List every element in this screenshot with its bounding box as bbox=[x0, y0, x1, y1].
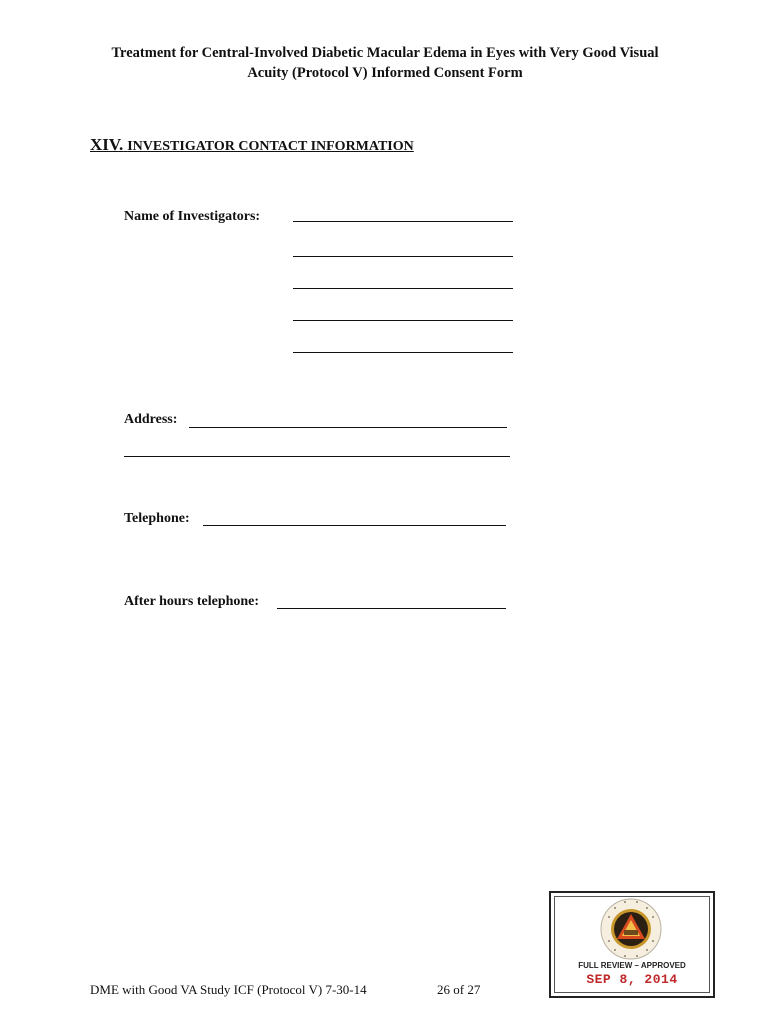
footer-page-number: 26 of 27 bbox=[437, 982, 481, 997]
section-heading bbox=[90, 135, 414, 155]
telephone-line[interactable] bbox=[203, 525, 506, 526]
stamp-date: SEP 8, 2014 bbox=[586, 972, 678, 987]
irb-approval-stamp bbox=[549, 891, 715, 998]
irb-seal-icon bbox=[595, 897, 667, 961]
document-title-line-2: Acuity (Protocol V) Informed Consent Form bbox=[247, 65, 523, 81]
stamp-status: FULL REVIEW – APPROVED bbox=[578, 961, 686, 970]
investigator-line-2[interactable] bbox=[293, 256, 513, 257]
document-title bbox=[60, 43, 710, 83]
section-number: XIV. bbox=[90, 135, 124, 154]
address-line-1[interactable] bbox=[189, 427, 507, 428]
address-label: Address: bbox=[124, 412, 178, 427]
after-hours-telephone-line[interactable] bbox=[277, 608, 506, 609]
investigator-line-4[interactable] bbox=[293, 320, 513, 321]
document-title-line-1: Treatment for Central-Involved Diabetic Macular Edema in Eyes with Very Good Visual bbox=[111, 45, 659, 61]
investigator-line-1[interactable] bbox=[293, 221, 513, 222]
investigator-line-3[interactable] bbox=[293, 288, 513, 289]
investigator-line-5[interactable] bbox=[293, 352, 513, 353]
address-line-2[interactable] bbox=[124, 456, 510, 457]
investigators-label: Name of Investigators: bbox=[124, 209, 261, 224]
section-title: INVESTIGATOR CONTACT INFORMATION bbox=[127, 139, 414, 154]
after-hours-telephone-label: After hours telephone: bbox=[124, 594, 260, 609]
footer-document-id: DME with Good VA Study ICF (Protocol V) 7-30-14 bbox=[90, 982, 367, 997]
telephone-label: Telephone: bbox=[124, 511, 190, 526]
